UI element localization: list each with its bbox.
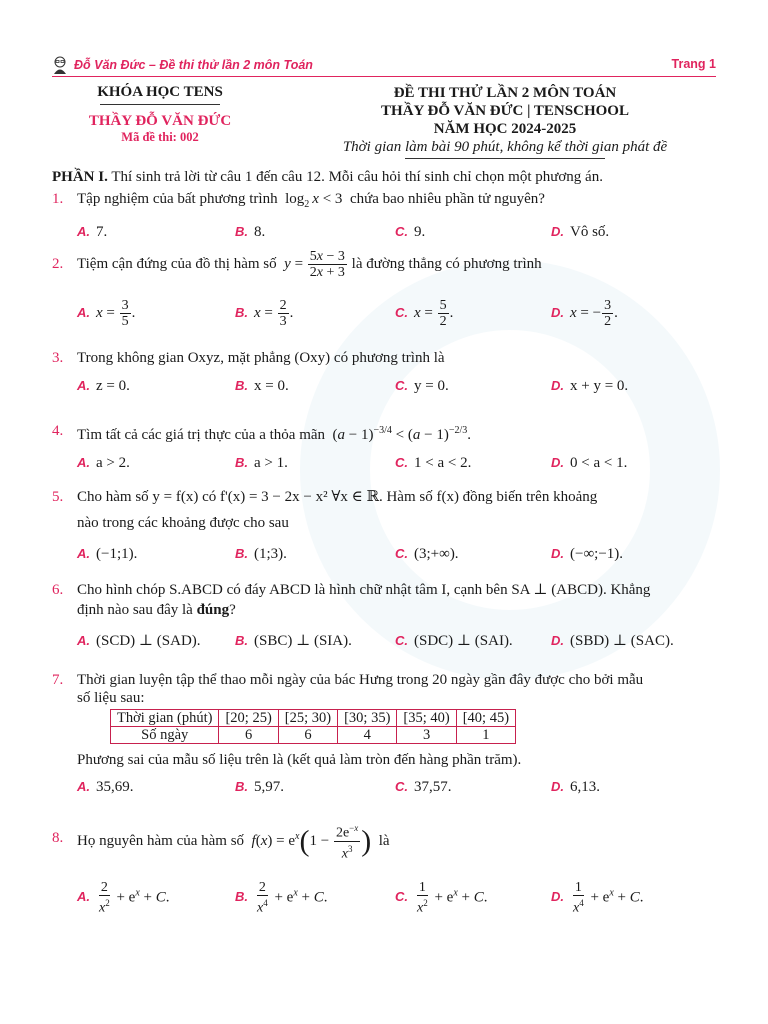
exam-year: NĂM HỌC 2024-2025	[433, 121, 577, 137]
table-header-row	[111, 710, 516, 727]
question-3-option-c[interactable]: C. y = 0.	[395, 378, 449, 394]
part-instruction	[52, 169, 603, 186]
title-underline	[405, 158, 605, 159]
question-3-option-b[interactable]: B. x = 0.	[235, 378, 289, 394]
question-8-text: Họ nguyên hàm của hàm số $f(x) = e^x(1$ − $\frac{2e^{-x}}{x^3}$ ) là	[77, 823, 390, 862]
table-cell: [20; 25)	[219, 710, 278, 727]
table-cell: 4	[338, 727, 397, 744]
page-number: Trang 1	[671, 57, 716, 71]
exam-title-block	[300, 84, 710, 159]
question-7-option-a[interactable]: A. 35,69.	[77, 779, 134, 795]
question-2-number: 2.	[52, 256, 64, 272]
question-7-after-text: Phương sai của mẫu số liệu trên là (kết quả làm tròn đến hàng phần trăm).	[77, 752, 522, 768]
table-cell: 3	[397, 727, 456, 744]
part-label: PHẦN I.	[52, 169, 108, 185]
author-avatar-icon	[52, 56, 68, 74]
question-8-option-a[interactable]: A. $\frac{2}{x^2}$ + $e^x + C$.	[77, 880, 170, 916]
question-8-option-c[interactable]: C. $\frac{1}{x^2}$ + $e^x + C$.	[395, 880, 488, 916]
table-cell: Thời gian (phút)	[111, 710, 219, 727]
course-underline	[100, 104, 220, 105]
question-1-option-b[interactable]: B. 8.	[235, 224, 266, 240]
question-8-option-b[interactable]: B. $\frac{2}{x^4}$ + $e^x + C$.	[235, 880, 328, 916]
question-5-line-1: Cho hàm số y = f(x) có f'(x) = 3 − 2x − x² ∀x ∈ ℝ. Hàm số f(x) đồng biến trên khoảng	[77, 489, 598, 505]
question-6-option-c[interactable]: C. (SDC) ⊥ (SAI).	[395, 633, 513, 649]
exam-duration: Thời gian làm bài 90 phút, không kể thời gian phát đề	[342, 139, 668, 155]
question-1-option-c[interactable]: C. 9.	[395, 224, 426, 240]
exam-school: THẦY ĐỖ VĂN ĐỨC | TENSCHOOL	[381, 103, 629, 119]
question-1-text: Tập nghiệm của bất phương trình $\log_2 x < 3$ chứa bao nhiêu phần tử nguyên?	[77, 191, 545, 210]
question-5-number: 5.	[52, 489, 64, 505]
data-table	[110, 709, 516, 744]
question-2-option-d[interactable]: D. x = − $\frac{3}{2}$ .	[551, 298, 618, 329]
question-2-option-b[interactable]: B. x = $\frac{2}{3}$ .	[235, 298, 294, 329]
question-1-option-a[interactable]: A. 7.	[77, 224, 108, 240]
teacher-name: THẦY ĐỖ VĂN ĐỨC	[88, 113, 232, 129]
table-row	[111, 727, 516, 744]
question-6-line-2: định nào sau đây là đúng?	[77, 602, 236, 618]
table-cell: [35; 40)	[397, 710, 456, 727]
question-3-option-d[interactable]: D. x + y = 0.	[551, 378, 629, 394]
question-7-line-2: số liệu sau:	[77, 690, 145, 706]
q2-formula: y = $\frac{5x - 3}{2x + 3}$	[284, 249, 345, 281]
question-2-text: Tiệm cận đứng của đồ thị hàm số y = $\frac{5x - 3}{2x + 3}$ là đường thẳng có phương trình	[77, 249, 542, 281]
question-2-option-c[interactable]: C. x = $\frac{5}{2}$ .	[395, 298, 454, 329]
question-7-option-b[interactable]: B. 5,97.	[235, 779, 284, 795]
question-8-option-d[interactable]: D. $\frac{1}{x^4}$ + $e^x + C$.	[551, 880, 644, 916]
course-block	[60, 84, 260, 145]
header-divider	[52, 76, 716, 77]
question-5-option-b[interactable]: B. (1;3).	[235, 546, 287, 562]
question-4-option-b[interactable]: B. a > 1.	[235, 455, 288, 471]
table-cell: [30; 35)	[338, 710, 397, 727]
question-1-number: 1.	[52, 191, 64, 207]
question-3-text: Trong không gian Oxyz, mặt phẳng (Oxy) có phương trình là	[77, 350, 445, 366]
table-cell: [40; 45)	[456, 710, 515, 727]
part-text: Thí sinh trả lời từ câu 1 đến câu 12. Mỗi câu hỏi thí sinh chỉ chọn một phương án.	[111, 169, 603, 185]
question-3-number: 3.	[52, 350, 64, 366]
course-name: KHÓA HỌC TENS	[97, 84, 223, 100]
table-cell: [25; 30)	[278, 710, 337, 727]
question-7-number: 7.	[52, 672, 64, 688]
q1-formula: $\log_2 x < 3$	[281, 191, 347, 210]
question-8-number: 8.	[52, 830, 64, 846]
exam-code: Mã đề thi: 002	[121, 130, 199, 144]
question-4-number: 4.	[52, 423, 64, 439]
exam-title: ĐỀ THI THỬ LẦN 2 MÔN TOÁN	[393, 85, 617, 101]
question-6-line-1: Cho hình chóp S.ABCD có đáy ABCD là hình chữ nhật tâm I, cạnh bên SA ⊥ (ABCD). Khẳng	[77, 582, 651, 598]
question-4-option-c[interactable]: C. 1 < a < 2.	[395, 455, 472, 471]
table-cell: 6	[219, 727, 278, 744]
page-header-title	[52, 56, 313, 74]
question-6-number: 6.	[52, 582, 64, 598]
question-5-option-a[interactable]: A. (−1;1).	[77, 546, 138, 562]
question-3-option-a[interactable]: A. z = 0.	[77, 378, 130, 394]
question-4-text: Tìm tất cả các giá trị thực của a thỏa mãn $(a - 1)^{-3/4} < (a - 1)^{-2/3}$.	[77, 425, 472, 443]
question-5-line-2: nào trong các khoảng được cho sau	[77, 515, 289, 531]
table-cell: 6	[278, 727, 337, 744]
q8-formula: $f(x) = e^x(1$ − $\frac{2e^{-x}}{x^3}$ )	[251, 823, 372, 862]
table-cell: Số ngày	[111, 727, 219, 744]
question-6-option-a[interactable]: A. (SCD) ⊥ (SAD).	[77, 633, 201, 649]
question-7-option-c[interactable]: C. 37,57.	[395, 779, 452, 795]
question-6-option-b[interactable]: B. (SBC) ⊥ (SIA).	[235, 633, 352, 649]
question-5-option-c[interactable]: C. (3;+∞).	[395, 546, 459, 562]
question-2-option-a[interactable]: A. x = $\frac{3}{5}$ .	[77, 298, 136, 329]
table-cell: 1	[456, 727, 515, 744]
question-1-option-d[interactable]: D. Vô số.	[551, 224, 610, 240]
question-7-line-1: Thời gian luyện tập thể thao mỗi ngày của bác Hưng trong 20 ngày gần đây được cho bởi mẫu	[77, 672, 644, 688]
question-5-option-d[interactable]: D. (−∞;−1).	[551, 546, 624, 562]
header-left-text: Đỗ Văn Đức – Đề thi thử lần 2 môn Toán	[74, 58, 313, 72]
q4-formula: $(a - 1)^{-3/4} < (a - 1)^{-2/3}$.	[328, 425, 472, 443]
question-4-option-d[interactable]: D. 0 < a < 1.	[551, 455, 628, 471]
question-6-option-d[interactable]: D. (SBD) ⊥ (SAC).	[551, 633, 674, 649]
question-4-option-a[interactable]: A. a > 2.	[77, 455, 130, 471]
question-7-option-d[interactable]: D. 6,13.	[551, 779, 600, 795]
